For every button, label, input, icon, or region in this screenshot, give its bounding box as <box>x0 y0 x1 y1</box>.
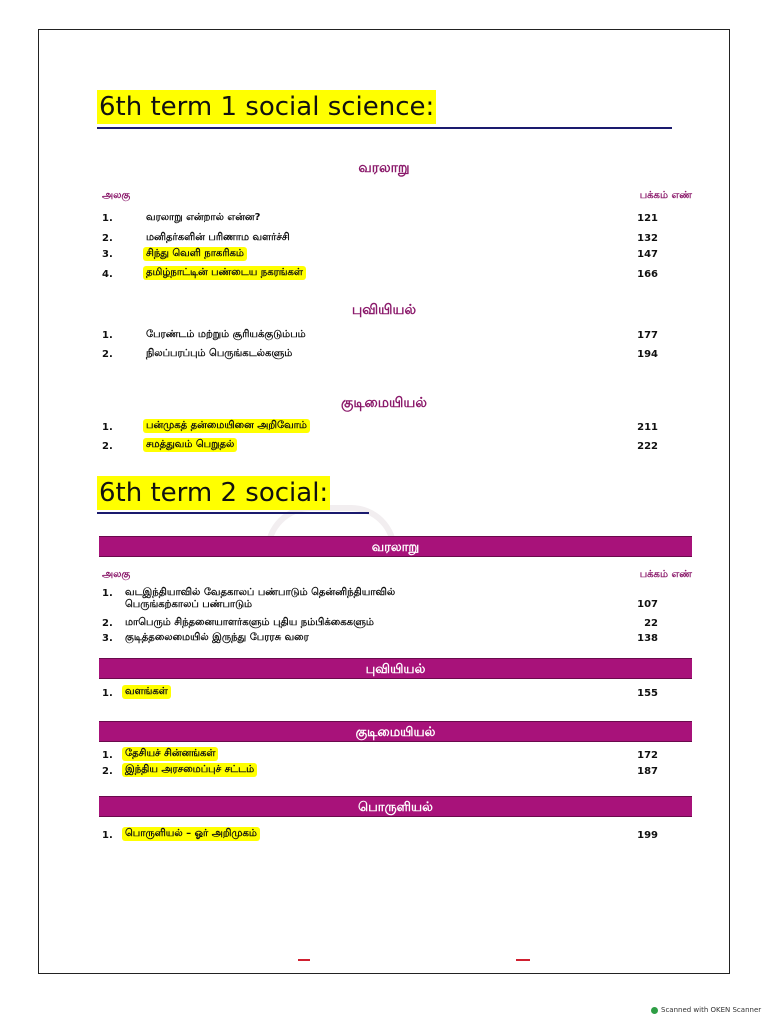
term2-section-economics-bar: பொருளியல் <box>99 796 692 817</box>
term2-heading: 6th term 2 social: <box>99 478 329 508</box>
term2-section-history-bar: வரலாறு <box>99 536 692 557</box>
term1-section-civics-title: குடிமையியல் <box>340 395 427 411</box>
list-item-number: 3. <box>102 633 113 644</box>
term2-section-civics-bar: குடிமையியல் <box>99 721 692 742</box>
list-item-page: 166 <box>637 269 658 280</box>
list-item-title: குடித்தலைமையில் இருந்து பேரரசு வரை <box>125 632 309 643</box>
red-mark <box>516 959 530 961</box>
list-item-number: 3. <box>102 249 113 260</box>
term1-col-page: பக்கம் எண் <box>639 190 692 201</box>
list-item-title: பொருளியல் – ஓர் அறிமுகம் <box>122 827 260 841</box>
red-mark <box>298 959 310 961</box>
list-item-page: 222 <box>637 441 658 452</box>
term2-col-unit: அலகு <box>102 569 131 580</box>
list-item-number: 4. <box>102 269 113 280</box>
list-item-number: 2. <box>102 349 113 360</box>
list-item-page: 177 <box>637 330 658 341</box>
list-item-title: தமிழ்நாட்டின் பண்டைய நகரங்கள் <box>143 266 306 280</box>
list-item-number: 1. <box>102 830 113 841</box>
list-item-number: 2. <box>102 233 113 244</box>
scanner-text: Scanned with OKEN Scanner <box>661 1006 762 1014</box>
list-item-page: 121 <box>637 213 658 224</box>
list-item-number: 1. <box>102 422 113 433</box>
list-item-title: வரலாறு என்றால் என்ன? <box>146 212 261 223</box>
list-item-number: 1. <box>102 750 113 761</box>
term2-col-page: பக்கம் எண் <box>639 569 692 580</box>
list-item-page: 187 <box>637 766 658 777</box>
scanner-watermark <box>651 1006 761 1014</box>
list-item-title: மனிதர்களின் பரிணாம வளர்ச்சி <box>146 232 290 243</box>
list-item-title: பேரண்டம் மற்றும் சூரியக்குடும்பம் <box>146 329 306 340</box>
list-item-page: 22 <box>644 618 658 629</box>
list-item-number: 1. <box>102 688 113 699</box>
term1-section-geography-title: புவியியல் <box>351 302 417 318</box>
list-item-title: தேசியச் சின்னங்கள் <box>122 747 218 761</box>
list-item-number: 2. <box>102 441 113 452</box>
list-item-page: 107 <box>637 599 658 610</box>
list-item-title: இந்திய அரசமைப்புச் சட்டம் <box>122 763 257 777</box>
list-item-page: 155 <box>637 688 658 699</box>
list-item-page: 147 <box>637 249 658 260</box>
list-item-number: 1. <box>102 588 113 599</box>
list-item-title: பன்முகத் தன்மையினை அறிவோம் <box>143 419 310 433</box>
list-item-title: மாபெரும் சிந்தனையாளர்களும் புதிய நம்பிக்கைகளும் <box>125 617 374 628</box>
list-item-title-continued: பெருங்கற்காலப் பண்பாடும் <box>125 599 253 610</box>
list-item-title: சமத்துவம் பெறுதல் <box>143 438 237 452</box>
list-item-title: வளங்கள் <box>122 685 171 699</box>
list-item-number: 2. <box>102 766 113 777</box>
term2-section-geography-bar: புவியியல் <box>99 658 692 679</box>
list-item-page: 211 <box>637 422 658 433</box>
list-item-page: 194 <box>637 349 658 360</box>
list-item-page: 138 <box>637 633 658 644</box>
term1-underline <box>97 127 672 129</box>
list-item-number: 1. <box>102 330 113 341</box>
list-item-title: நிலப்பரப்பும் பெருங்கடல்களும் <box>146 348 293 359</box>
list-item-page: 172 <box>637 750 658 761</box>
list-item-page: 132 <box>637 233 658 244</box>
list-item-title: சிந்து வெளி நாகரிகம் <box>143 247 247 261</box>
list-item-number: 2. <box>102 618 113 629</box>
list-item-page: 199 <box>637 830 658 841</box>
term1-col-unit: அலகு <box>102 190 131 201</box>
term1-section-history-title: வரலாறு <box>358 160 410 176</box>
scanner-logo-icon <box>651 1007 658 1014</box>
list-item-title: வடஇந்தியாவில் வேதகாலப் பண்பாடும் தென்னிந்தியாவில் <box>125 587 396 598</box>
term2-underline <box>97 512 369 514</box>
term1-heading: 6th term 1 social science: <box>99 92 435 122</box>
list-item-number: 1. <box>102 213 113 224</box>
